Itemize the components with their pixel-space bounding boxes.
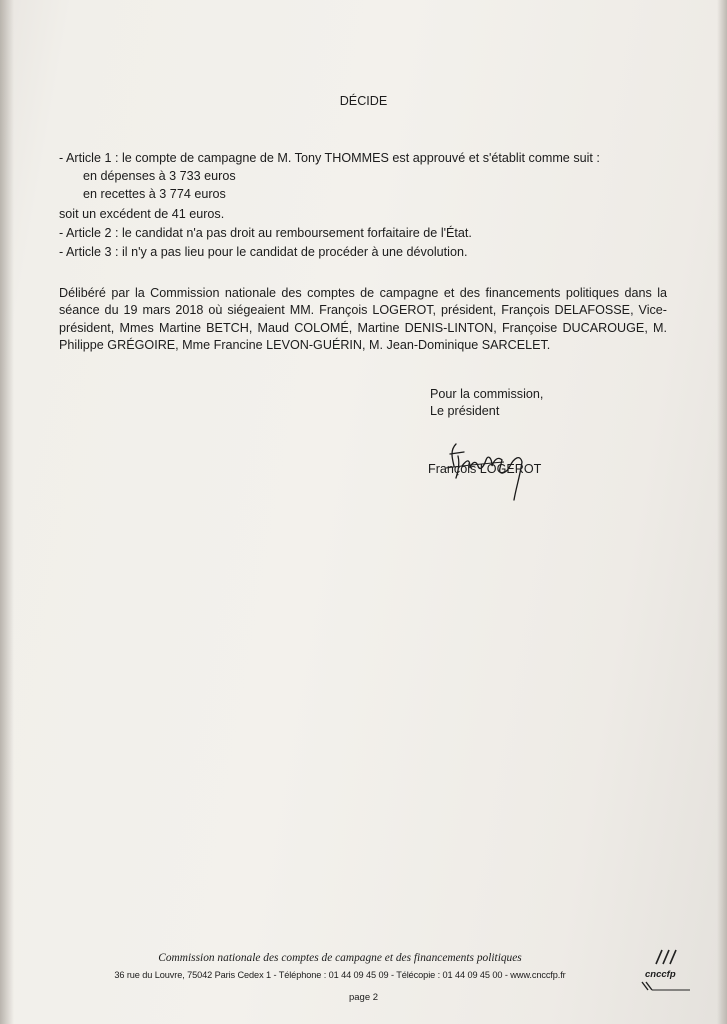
footer-organization: Commission nationale des comptes de campagne et des financements politiques (158, 952, 522, 964)
article-2: - Article 2 : le candidat n'a pas droit au remboursement forfaitaire de l'État. (59, 226, 472, 240)
deliberation-paragraph: Délibéré par la Commission nationale des comptes de campagne et des financements politiques dans la séance du 19 mars 2018 où siégeaient MM. François LOGEROT, président, François DELAFOSSE, Vice-président, Mmes Martine BETCH, Maud COLOMÉ, Martine DENIS-LINTON, Françoise DUCAROUGE, M. Philippe GRÉGOIRE, Mme Francine LEVON-GUÉRIN, M. Jean-Dominique SARCELET. (59, 286, 667, 353)
article-1-excedent: soit un excédent de 41 euros. (59, 207, 225, 221)
article-3: - Article 3 : il n'y a pas lieu pour le candidat de procéder à une dévolution. (59, 245, 468, 259)
article-1-recettes: en recettes à 3 774 euros (83, 187, 226, 201)
page-number: page 2 (348, 992, 379, 1003)
signature-line-commission: Pour la commission, (430, 387, 544, 401)
footer-address: 36 rue du Louvre, 75042 Paris Cedex 1 - Téléphone : 01 44 09 45 09 - Télécopie : 01 44 09 45 00 - www.cnccfp.fr (114, 970, 566, 980)
signatory-name: François LOGEROT (428, 462, 542, 476)
article-1: - Article 1 : le compte de campagne de M. Tony THOMMES est approuvé et s'établit comme suit : (59, 151, 600, 165)
signature-line-president: Le président (430, 404, 500, 418)
article-1-depenses: en dépenses à 3 733 euros (83, 169, 236, 183)
page-heading: DÉCIDE (339, 94, 388, 108)
logo-text: cnccfp (645, 969, 676, 980)
